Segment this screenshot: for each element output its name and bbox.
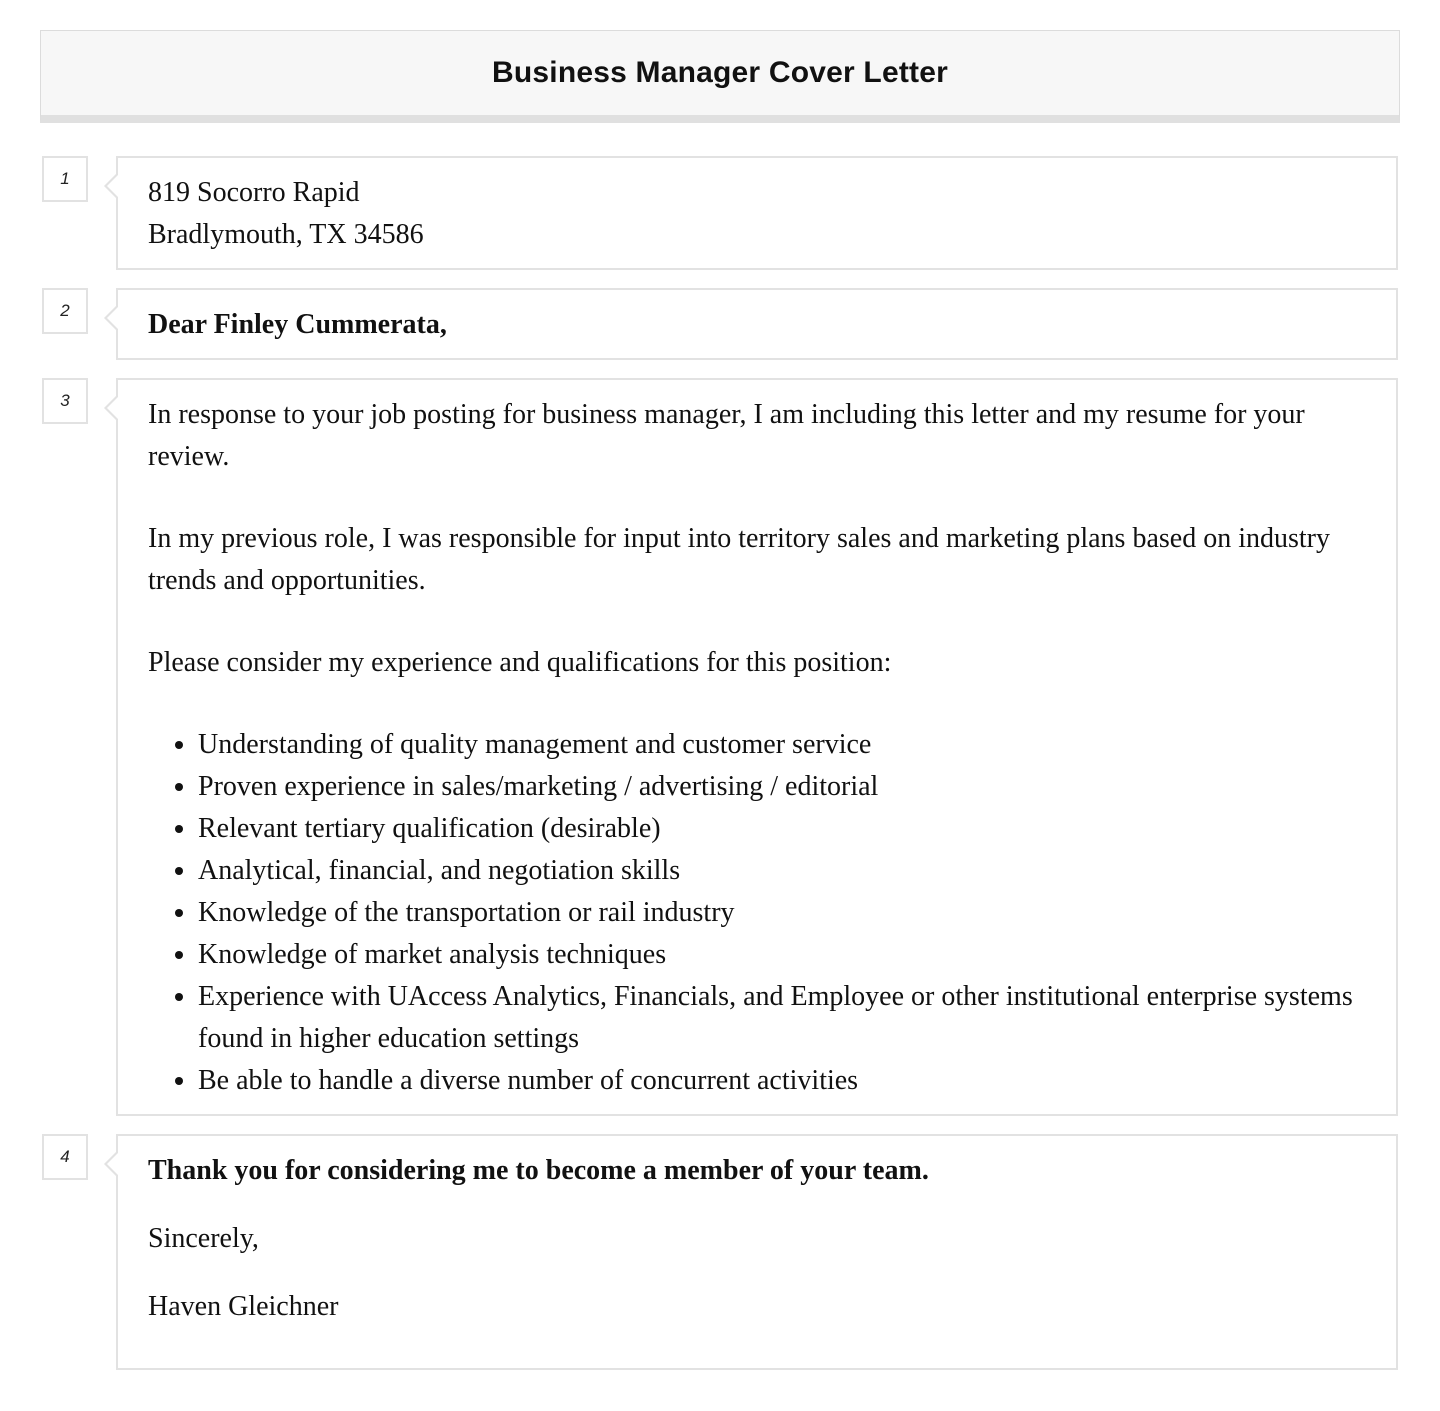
body-block [116, 378, 1398, 1116]
list-item: • Knowledge of market analysis techniques [198, 934, 1366, 976]
address-line-1: 819 Socorro Rapid [148, 177, 360, 208]
signature-name: Haven Gleichner [148, 1291, 339, 1322]
salutation-block [116, 288, 1398, 360]
page-title: Business Manager Cover Letter [492, 56, 948, 89]
list-item: • Relevant tertiary qualification (desirable) [198, 808, 1366, 850]
list-item: • Understanding of quality management and customer service [198, 724, 1366, 766]
closing-statement: Thank you for considering me to become a member of your team. [148, 1155, 929, 1186]
intro-paragraph: In response to your job posting for business manager, I am including this letter and my resume for your review. [148, 399, 1305, 472]
experience-paragraph: In my previous role, I was responsible for input into territory sales and marketing plans based on industry trends and opportunities. [148, 523, 1330, 596]
list-item: • Be able to handle a diverse number of concurrent activities [198, 1060, 1366, 1102]
list-item: • Analytical, financial, and negotiation skills [198, 850, 1366, 892]
sign-off: Sincerely, [148, 1223, 259, 1254]
section-number: 2 [42, 288, 88, 334]
section-number: 4 [42, 1134, 88, 1180]
salutation: Dear Finley Cummerata, [148, 309, 447, 340]
section-number: 3 [42, 378, 88, 424]
address-block [116, 156, 1398, 270]
qualifications-intro: Please consider my experience and qualifications for this position: [148, 647, 892, 678]
section-number: 1 [42, 156, 88, 202]
list-item: • Proven experience in sales/marketing / advertising / editorial [198, 766, 1366, 808]
page-header [40, 30, 1400, 123]
closing-block [116, 1134, 1398, 1370]
address-line-2: Bradlymouth, TX 34586 [148, 219, 424, 250]
qualifications-list [148, 724, 1366, 1102]
list-item: • Experience with UAccess Analytics, Financials, and Employee or other institutional enterprise systems found in higher education settings [198, 976, 1366, 1060]
list-item: • Knowledge of the transportation or rail industry [198, 892, 1366, 934]
